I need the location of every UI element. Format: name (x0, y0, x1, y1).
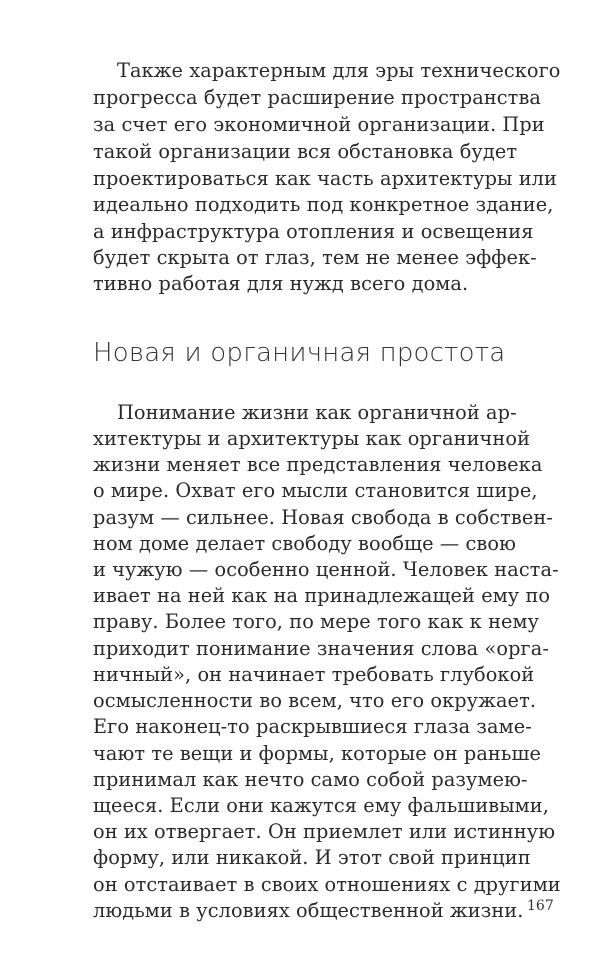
text-line: а инфраструктура отопления и освещения (93, 220, 534, 243)
page-number: 167 (527, 898, 554, 914)
text-line: щееся. Если они кажутся ему фальшивыми, (93, 794, 549, 817)
text-line: идеально подходить под конкретное здание, (93, 193, 554, 216)
text-line: такой организации вся обстановка будет (93, 140, 518, 163)
text-line: прогресса будет расширение пространства (93, 86, 541, 109)
text-line: осмысленности во всем, что его окружает. (93, 689, 537, 712)
text-line: он их отвергает. Он приемлет или истинную (93, 820, 556, 843)
text-line: Его наконец-то раскрывшиеся глаза заме- (93, 715, 532, 738)
section-heading: Новая и органичная простота (93, 338, 506, 368)
text-line: за счет его экономичной организации. При (93, 113, 545, 136)
text-line: праву. Более того, по мере того как к нему (93, 610, 540, 633)
text-line: ном доме делает свободу вообще — свою (93, 532, 516, 555)
text-line: принимал как нечто само собой разумею- (93, 768, 528, 791)
text-line: ничный», он начинает требовать глубокой (93, 663, 535, 686)
text-line: тивно работая для нужд всего дома. (93, 272, 469, 295)
text-line: проектироваться как часть архитектуры или (93, 167, 557, 190)
text-line: ивает на ней как на принадлежащей ему по (93, 584, 551, 607)
text-line: он отстаивает в своих отношениях с другими (93, 873, 561, 896)
text-line: жизни меняет все представления человека (93, 453, 543, 476)
text-line: разум — сильнее. Новая свобода в собствен- (93, 506, 553, 529)
text-line: Также характерным для эры технического (117, 59, 561, 82)
text-line: Понимание жизни как органичной ар- (117, 401, 517, 424)
text-line: хитектуры и архитектуры как органичной (93, 427, 531, 450)
text-line: о мире. Охват его мысли становится шире, (93, 479, 538, 502)
text-line: приходит понимание значения слова «орга- (93, 637, 549, 660)
text-line: форму, или никакой. И этот свой принцип (93, 846, 531, 869)
text-line: будет скрыта от глаз, тем не менее эффек- (93, 246, 537, 269)
text-line: и чужую — особенно ценной. Человек наста- (93, 558, 559, 581)
text-line: людьми в условиях общественной жизни. (93, 899, 524, 922)
text-line: чают те вещи и формы, которые он раньше (93, 742, 541, 765)
